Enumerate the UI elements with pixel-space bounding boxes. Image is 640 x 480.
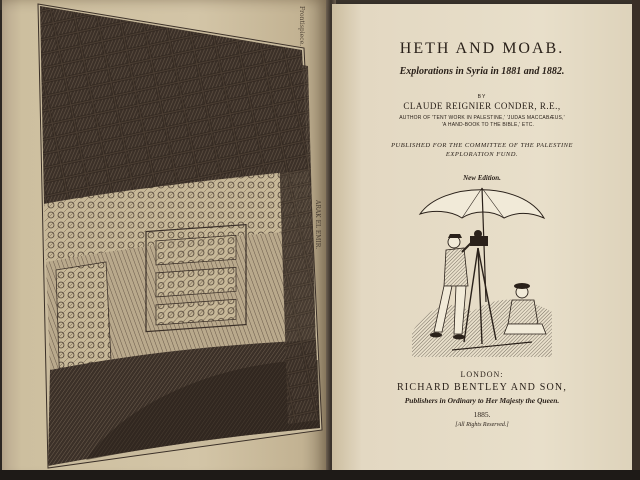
plate-caption-side: ARAK EL EMIR. [314,200,321,250]
author-works-line-1: AUTHOR OF 'TENT WORK IN PALESTINE,' 'JUDAS MACCABÆUS,' [399,115,565,121]
rights-notice: [All Rights Reserved.] [455,422,509,428]
book-title: HETH AND MOAB. [399,40,565,57]
publisher-name: RICHARD BENTLEY AND SON, [396,382,568,393]
publication-year: 1885. [473,410,491,419]
publisher-role: Publishers in Ordinary to Her Majesty the Queen. [404,396,560,405]
title-page [332,4,632,472]
book-subtitle: Explorations in Syria in 1881 and 1882. [399,66,565,77]
book-cover-edge [632,0,640,480]
by-line: BY [477,94,487,100]
author-name: CLAUDE REIGNIER CONDER, R.E., [403,101,561,111]
publisher-note-line-2: EXPLORATION FUND. [445,151,519,158]
frontispiece-engraving [26,0,326,470]
table-shadow [0,470,640,480]
publisher-note-line-1: PUBLISHED FOR THE COMMITTEE OF THE PALESTINE [391,142,573,149]
surveyor-vignette [412,182,552,362]
publication-city: LONDON: [460,370,504,379]
plate-caption-top: Frontispiece. [298,6,305,47]
left-page [2,0,328,480]
author-works-line-2: 'A HAND-BOOK TO THE BIBLE,' ETC. [441,122,535,128]
edition-label: New Edition. [463,174,501,182]
